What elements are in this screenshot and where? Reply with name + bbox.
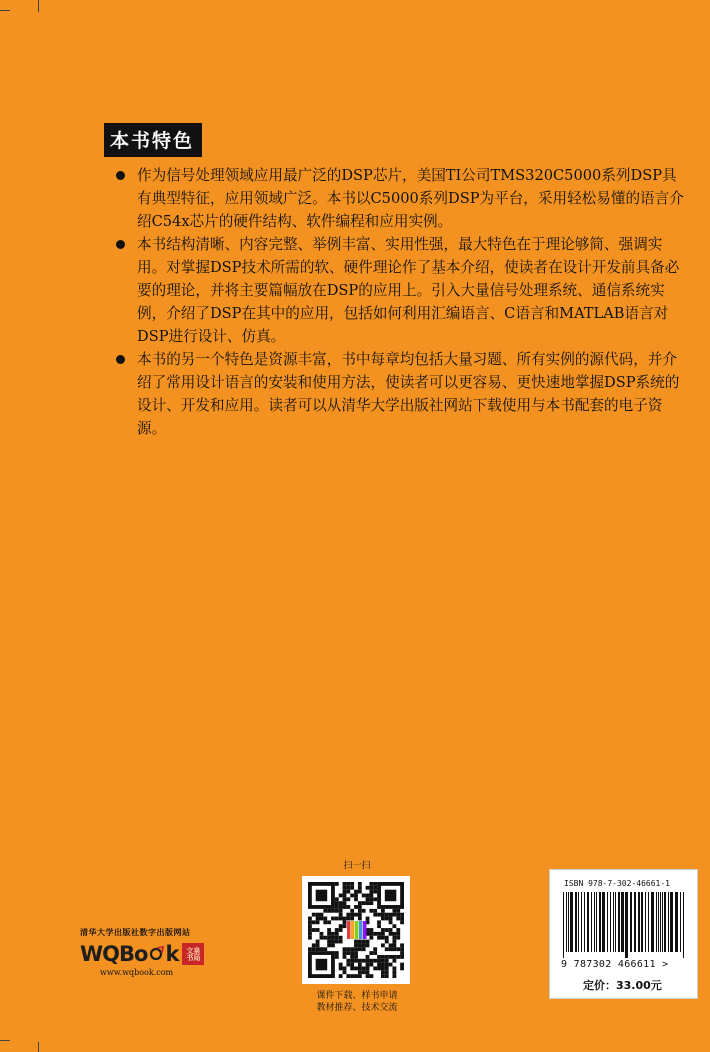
bullet-icon [116,355,125,364]
qr-caption-line: 教材推荐、技术交流 [316,1003,398,1013]
feature-item [118,164,688,233]
bullet-icon [116,240,125,249]
feature-item [118,233,688,348]
feature-text: 本书的另一个特色是资源丰富，书中每章均包括大量习题、所有实例的源代码，并介绍了常用设计语言的安装和使用方法，使读者可以更容易、更快速地掌握DSP系统的设计、开发和应用。读者可以从清华大学出版社网站下载使用与本书配套的电子资源。 [137,351,680,437]
barcode-digits: 9 787302 466611 > [561,959,669,970]
qr-caption-top: 扫一扫 [343,861,371,871]
qr-caption-line: 课件下载、样书申请 [316,991,398,1001]
publisher-name: 清华大学出版社数字出版网站 [80,928,191,937]
features-list [118,164,688,440]
qr-caption-bottom [302,990,412,1014]
logo-wq: WQ [80,942,120,966]
feature-text: 作为信号处理领域应用最广泛的DSP芯片，美国TI公司TMS320C5000系列DSP具有典型特征，应用领域广泛。本书以C5000系列DSP为平台，采用轻松易懂的语言介绍C54x芯片的硬件结构、软件编程和应用实例。 [137,167,684,230]
crop-mark-bottom [38,1042,39,1052]
logo-arrow-icon [148,946,164,962]
bullet-icon [116,171,125,180]
barcode-box [549,869,698,999]
isbn-label: ISBN 978-7-302-46661-1 [564,879,670,888]
feature-item [118,348,688,440]
feature-text: 本书结构清晰、内容完整、举例丰富、实用性强，最大特色在于理论够简、强调实用。对掌握DSP技术所需的软、硬件理论作了基本介绍，使读者在设计开发前具备必要的理论，并将主要篇幅放在DSP的应用上。引入大量信号处理系统、通信系统实例，介绍了DSP在其中的应用，包括如何利用汇编语言、C语言和MATLAB语言对DSP进行设计、仿真。 [137,236,680,345]
crop-mark-left [0,10,10,11]
publisher-block [80,927,240,977]
barcode-icon [562,892,686,958]
publisher-logo [80,942,240,966]
price-label: 定价：33.00元 [583,979,662,992]
crop-mark-top-left [38,0,39,12]
crop-mark-bottom-left [0,1040,10,1041]
logo-k: k [165,942,179,966]
features-heading: 本书特色 [104,123,202,157]
qr-section [302,858,412,1014]
logo-bo: Bo [119,942,148,966]
publisher-url[interactable]: www.wqbook.com [100,968,174,977]
seal-logo: 文泉 书局 [182,943,204,965]
qr-code-icon [302,876,410,984]
qr-code[interactable] [302,876,410,984]
